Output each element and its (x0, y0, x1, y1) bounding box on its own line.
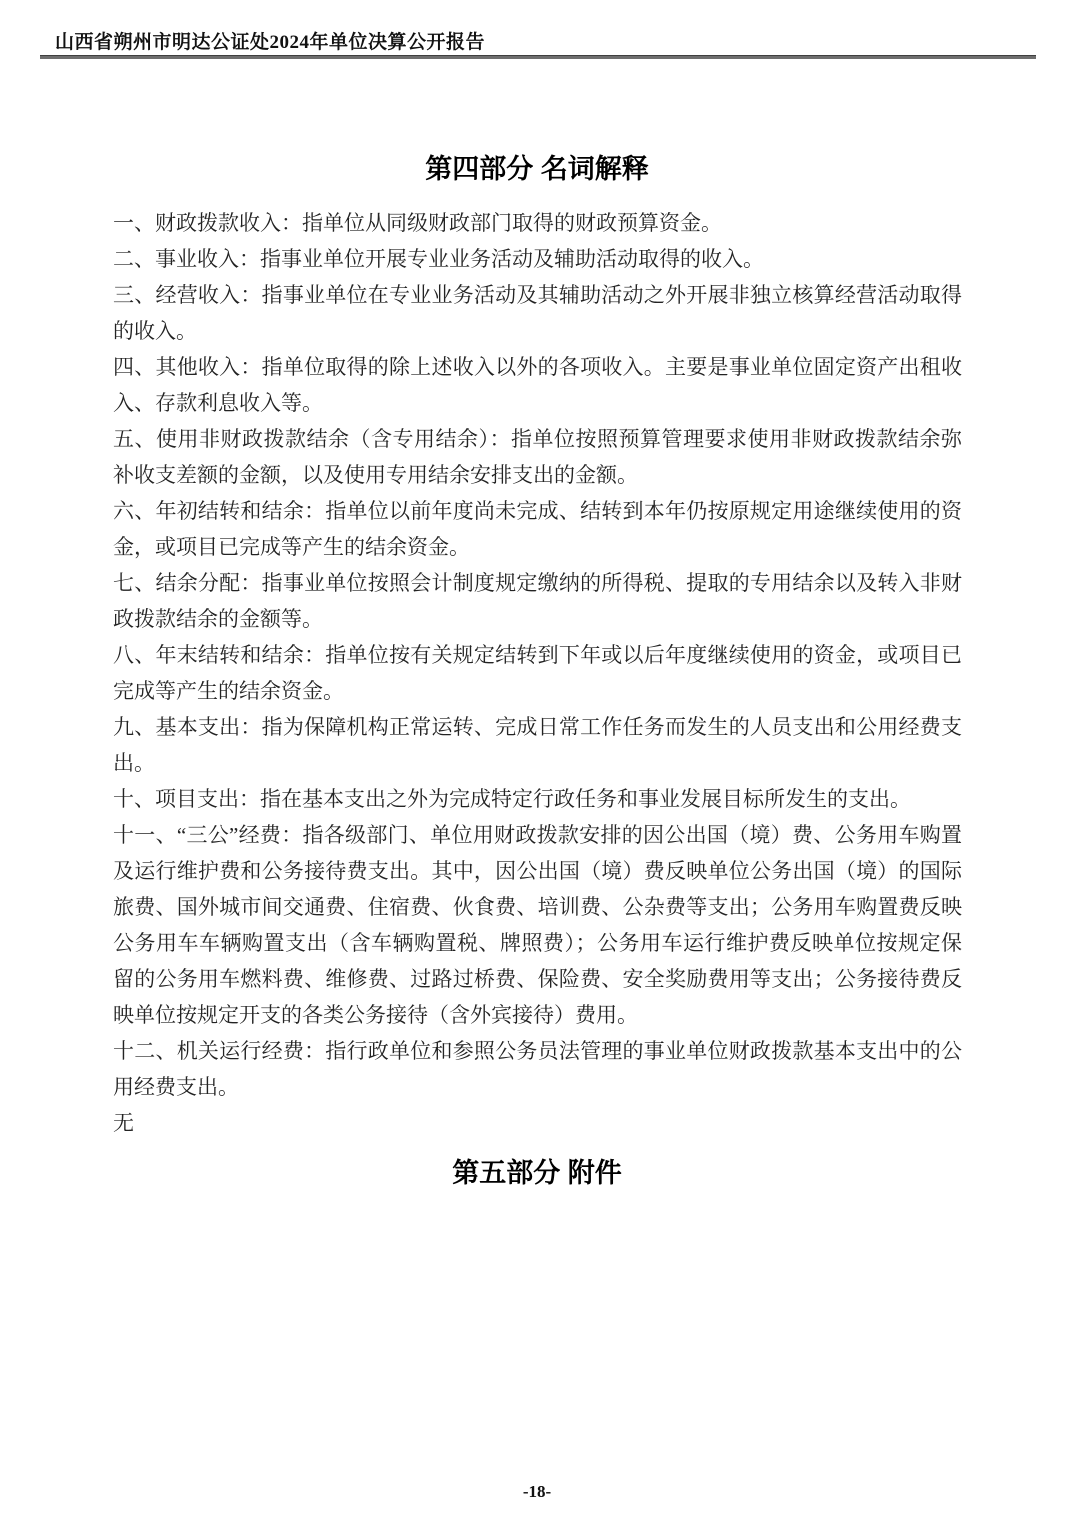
definition-paragraph-6: 六、年初结转和结余：指单位以前年度尚未完成、结转到本年仍按原规定用途继续使用的资金，或项目已完成等产生的结余资金。 (113, 499, 962, 559)
document-header-title: 山西省朔州市明达公证处2024年单位决算公开报告 (55, 32, 486, 53)
definition-paragraph-12: 十二、机关运行经费：指行政单位和参照公务员法管理的事业单位财政拨款基本支出中的公用经费支出。 (113, 1039, 962, 1099)
glossary-body (113, 205, 962, 1141)
definition-paragraph-5: 五、使用非财政拨款结余（含专用结余）：指单位按照预算管理要求使用非财政拨款结余弥补收支差额的金额，以及使用专用结余安排支出的金额。 (113, 427, 962, 487)
section5-title: 第五部分 附件 (452, 1158, 622, 1188)
definition-paragraph-4: 四、其他收入：指单位取得的除上述收入以外的各项收入。主要是事业单位固定资产出租收入、存款利息收入等。 (113, 355, 962, 415)
definition-paragraph-1: 一、财政拨款收入：指单位从同级财政部门取得的财政预算资金。 (113, 211, 722, 235)
definition-paragraph-8: 八、年末结转和结余：指单位按有关规定结转到下年或以后年度继续使用的资金，或项目已完成等产生的结余资金。 (113, 643, 962, 703)
section4-title: 第四部分 名词解释 (425, 154, 649, 184)
definition-paragraph-9: 九、基本支出：指为保障机构正常运转、完成日常工作任务而发生的人员支出和公用经费支出。 (113, 715, 962, 775)
definition-paragraph-3: 三、经营收入：指事业单位在专业业务活动及其辅助活动之外开展非独立核算经营活动取得的收入。 (113, 283, 962, 343)
definition-paragraph-10: 十、项目支出：指在基本支出之外为完成特定行政任务和事业发展目标所发生的支出。 (113, 787, 911, 811)
definition-paragraph-7: 七、结余分配：指事业单位按照会计制度规定缴纳的所得税、提取的专用结余以及转入非财政拨款结余的金额等。 (113, 571, 962, 631)
header-divider-rule (40, 55, 1036, 59)
definition-paragraph-2: 二、事业收入：指事业单位开展专业业务活动及辅助活动取得的收入。 (113, 247, 764, 271)
page-number: -18- (522, 1482, 552, 1501)
definition-paragraph-11: 十一、“三公”经费：指各级部门、单位用财政拨款安排的因公出国（境）费、公务用车购置及运行维护费和公务接待费支出。其中，因公出国（境）费反映单位公务出国（境）的国际旅费、国外城市间交通费、住宿费、伙食费、培训费、公杂费等支出；公务用车购置费反映公务用车车辆购置支出（含车辆购置税、牌照费）；公务用车运行维护费反映单位按规定保留的公务用车燃料费、维修费、过路过桥费、保险费、安全奖励费用等支出；公务接待费反映单位按规定开支的各类公务接待（含外宾接待）费用。 (113, 823, 962, 1027)
none-placeholder-text: 无 (113, 1111, 134, 1135)
